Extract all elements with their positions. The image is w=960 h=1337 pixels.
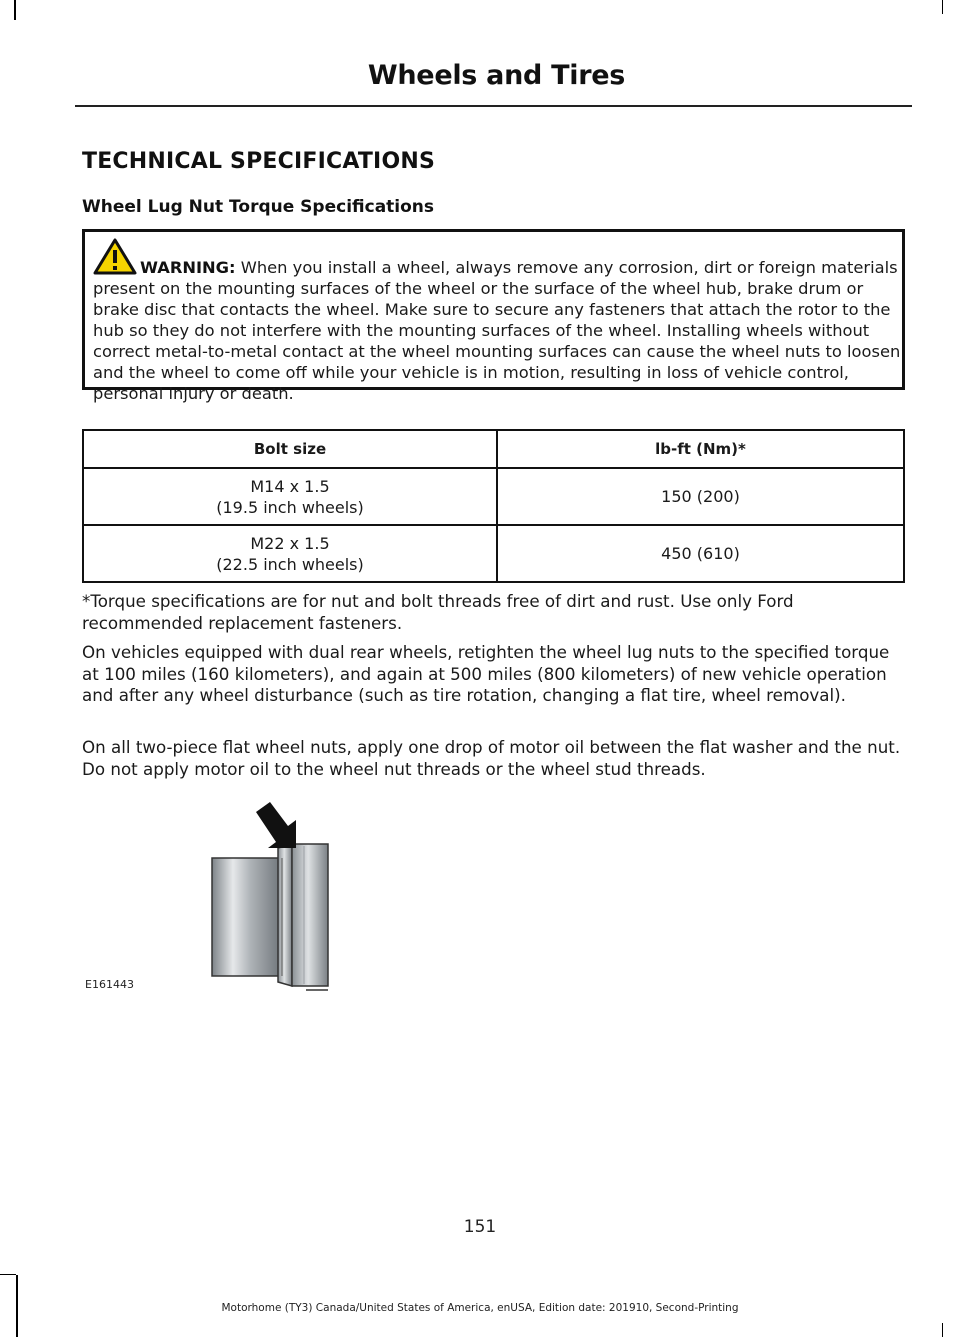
table-row (83, 468, 904, 525)
crop-mark (942, 0, 944, 14)
table-cell-bolt-size (83, 525, 497, 582)
bolt-size: M22 x 1.5 (250, 533, 330, 553)
bolt-size: M14 x 1.5 (250, 476, 330, 496)
warning-text (93, 257, 905, 404)
crop-mark (14, 0, 16, 20)
table-header-bolt-size: Bolt size (83, 430, 497, 468)
page-footer: Motorhome (TY3) Canada/United States of America, enUSA, Edition date: 201910, Second-Printing (221, 1302, 739, 1314)
section-title: TECHNICAL SPECIFICATIONS (82, 149, 435, 174)
crop-mark (0, 1274, 16, 1276)
wheel-nut-illustration (78, 800, 358, 1000)
page-number: 151 (463, 1217, 497, 1237)
warning-box (82, 229, 905, 403)
dual-wheel-paragraph: On vehicles equipped with dual rear wheels, retighten the wheel lug nuts to the specified torque at 100 miles (160 kilometers), and again at 500 miles (800 kilometers) of new vehicle operation and after any wheel disturbance (such as tire rotation, changing a flat tire, wheel removal). (82, 642, 890, 705)
table-cell-torque: 450 (610) (497, 525, 904, 582)
table-header-row (83, 430, 904, 468)
page-header-title: Wheels and Tires (367, 60, 625, 91)
table-row (83, 525, 904, 582)
wheel-nut-oil-paragraph: On all two-piece flat wheel nuts, apply one drop of motor oil between the flat washer and the nut. Do not apply motor oil to the wheel nut threads or the wheel stud threads. (82, 737, 901, 779)
warning-label: WARNING: (140, 258, 236, 277)
footnote-paragraph: *Torque specifications are for nut and bolt threads free of dirt and rust. Use only Ford recommended replacement fasteners. (82, 591, 794, 633)
table-cell-torque: 150 (200) (497, 468, 904, 525)
table-cell-bolt-size (83, 468, 497, 525)
crop-mark (942, 1323, 944, 1337)
figure-code: E161443 (85, 978, 134, 991)
wheel-size: (22.5 inch wheels) (216, 554, 364, 574)
torque-spec-table (82, 429, 905, 583)
arrow-pointer-icon (256, 802, 296, 848)
header-divider (75, 105, 912, 107)
warning-body: When you install a wheel, always remove any corrosion, dirt or foreign materials present on the mounting surfaces of the wheel or the surface of the wheel hub, brake drum or brake disc that contacts the wheel. Make sure to secure any fasteners that attach the rotor to the hub so they do not interfere with the mounting surfaces of the wheel. Installing wheels without correct metal-to-metal contact at the wheel mounting surfaces can cause the wheel nuts to loosen and the wheel to come off while your vehicle is in motion, resulting in loss of vehicle control, personal injury or death. (93, 258, 901, 403)
wheel-size: (19.5 inch wheels) (216, 497, 364, 517)
table-header-torque: lb-ft (Nm)* (497, 430, 904, 468)
subsection-title: Wheel Lug Nut Torque Specifications (82, 197, 435, 217)
